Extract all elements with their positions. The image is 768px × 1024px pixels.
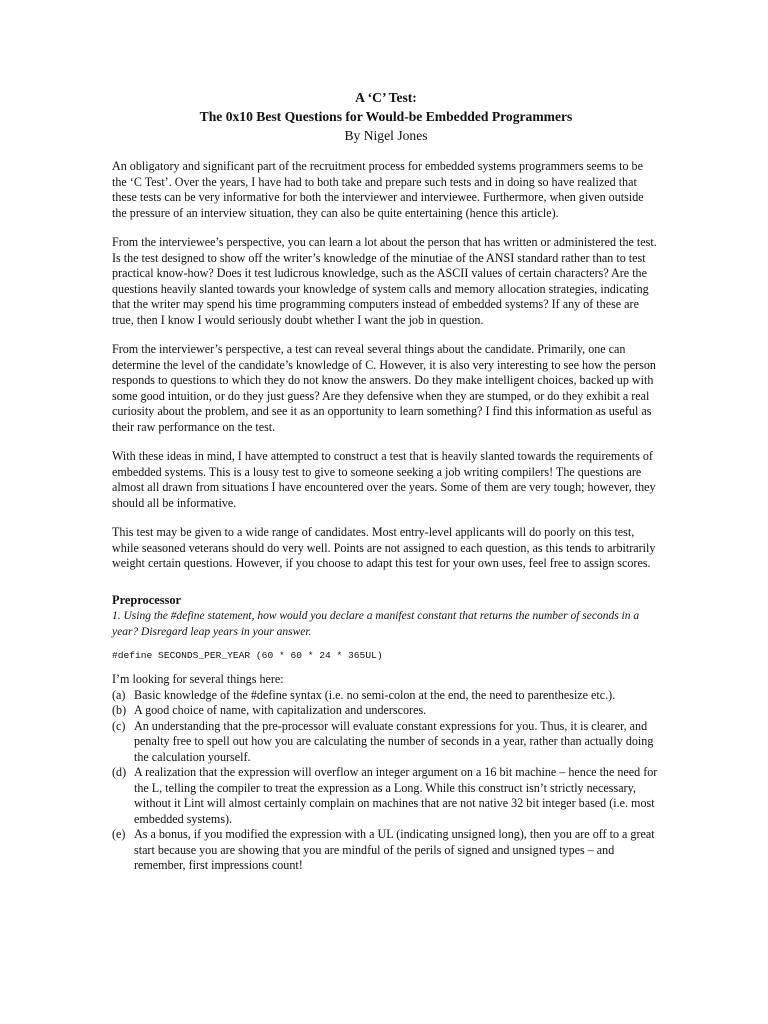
list-marker: (d): [112, 765, 127, 779]
list-marker: (c): [112, 718, 126, 733]
paragraph-interviewer: From the interviewer’s perspective, a test can reveal several things about the candidate. Primarily, one can determine the level of the candidate’s knowledge of C. However, it is also very interesting to see how the person responds to questions to which they do not know the answers. Do they make intelligent choices, backed up with some good intuition, or do they just guess? Are they defensive when they are stumped, or do they exhibit a real curiosity about the problem, and see it as an opportunity to learn something? I find this information as useful as their raw performance on the test.: [112, 342, 656, 434]
title-line-1: A ‘C’ Test:: [355, 90, 417, 105]
answer-intro: I’m looking for several things here:: [112, 672, 284, 686]
paragraph-intro: An obligatory and significant part of the recruitment process for embedded systems programmers seems to be the ‘C Test’. Over the years, I have had to both take and prepare such tests and in doing so have realized that these tests can be very informative for both the interviewer and interviewee. Furthermore, when given outside the pressure of an interview situation, they can also be quite entertaining (hence this article).: [112, 159, 644, 220]
list-item-text: An understanding that the pre-processor will evaluate constant expressions for you. Thus, it is clearer, and penalty free to spell out how you are calculating the number of seconds in a year, rather than actually doing the calculation yourself.: [134, 718, 654, 764]
paragraph-candidates: This test may be given to a wide range of candidates. Most entry-level applicants will do poorly on this test, while seasoned veterans should do very well. Points are not assigned to each question, as this tends to arbitrarily weight certain questions. However, if you choose to adapt this test for your own uses, feel free to assign scores.: [112, 525, 656, 570]
question-text: 1. Using the #define statement, how would you declare a manifest constant that returns the number of seconds in a year? Disregard leap years in your answer.: [112, 610, 640, 638]
byline: By Nigel Jones: [344, 128, 428, 143]
list-item: [112, 688, 660, 704]
paragraph-interviewee: From the interviewee’s perspective, you can learn a lot about the person that has written or administered the test. Is the test designed to show off the writer’s knowledge of the minutiae of the ANSI standard rather than to test practical know-how? Does it test ludicrous knowledge, such as the ASCII values of certain characters? Are the questions heavily slanted towards your knowledge of system calls and memory allocation strategies, indicating that the writer may spend his time programming computers instead of embedded systems? If any of these are true, then I know I would seriously doubt whether I want the job in question.: [112, 235, 657, 327]
list-marker: (b): [112, 703, 127, 717]
list-item: [112, 765, 660, 827]
answer-list: [112, 688, 660, 874]
paragraph-ideas: With these ideas in mind, I have attempted to construct a test that is heavily slanted towards the requirements of embedded systems. This is a lousy test to give to someone seeking a job writing compilers! The questions are almost all drawn from situations I have encountered over the years. Some of them are very tough; however, they should all be informative.: [112, 449, 656, 510]
document-page: [112, 88, 660, 874]
list-item-text: Basic knowledge of the #define syntax (i.e. no semi-colon at the end, the need to parenthesize etc.).: [134, 687, 616, 702]
list-item-text: A good choice of name, with capitalization and underscores.: [134, 703, 427, 717]
list-marker: (a): [112, 687, 126, 702]
list-item-text: A realization that the expression will overflow an integer argument on a 16 bit machine – hence the need for the L, telling the compiler to treat the expression as a Long. While this construct isn’t strictly necessary, without it Lint will almost certainly complain on machines that are not native 32 bit integer based (i.e. most embedded systems).: [134, 765, 658, 826]
list-item: [112, 719, 660, 766]
section-heading: Preprocessor: [112, 592, 182, 607]
list-marker: (e): [112, 827, 126, 841]
title-block: [112, 88, 660, 145]
code-sample: #define SECONDS_PER_YEAR (60 * 60 * 24 * 365UL): [112, 650, 383, 661]
list-item: [112, 703, 660, 719]
list-item-text: As a bonus, if you modified the expression with a UL (indicating unsigned long), then you are off to a great start because you are showing that you are mindful of the perils of signed and unsigned types – and remember, first impressions count!: [134, 827, 655, 872]
list-item: [112, 827, 660, 874]
title-line-2: The 0x10 Best Questions for Would-be Embedded Programmers: [199, 109, 573, 124]
